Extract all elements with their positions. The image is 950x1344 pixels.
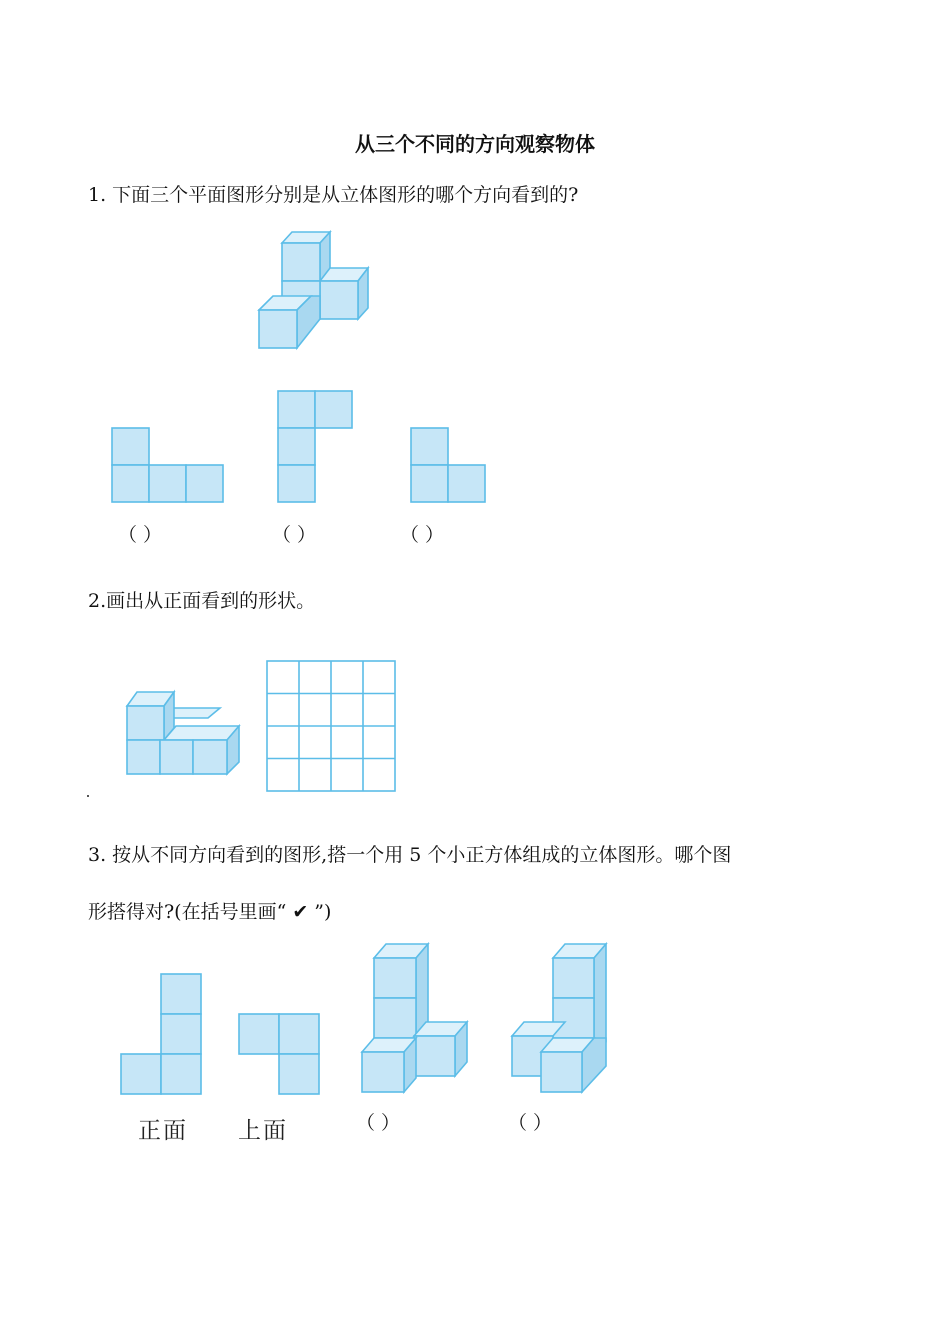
q2-drawing-grid[interactable] bbox=[264, 658, 398, 794]
q1-view-c bbox=[409, 426, 491, 506]
q3-answer-blank-a[interactable]: （ ） bbox=[356, 1112, 401, 1134]
q1-answer-blank-1[interactable]: （ ） bbox=[118, 524, 163, 546]
question-3-text-line-2: 形搭得对?(在括号里画“ ✔ ”) bbox=[88, 901, 332, 923]
q3-top-label: 上面 bbox=[238, 1118, 288, 1144]
q3-top-view bbox=[236, 1010, 324, 1098]
question-2-text: 2.画出从正面看到的形状。 bbox=[88, 590, 316, 612]
question-3-text-line-1: 3. 按从不同方向看到的图形,搭一个用 5 个小正方体组成的立体图形。哪个图 bbox=[88, 844, 732, 866]
q1-solid-figure bbox=[255, 228, 375, 353]
q3-front-label: 正面 bbox=[138, 1118, 188, 1144]
q3-option-b-figure bbox=[508, 938, 611, 1098]
q3-answer-blank-b[interactable]: （ ） bbox=[508, 1112, 553, 1134]
stray-dot bbox=[87, 795, 89, 797]
q3-option-a-figure bbox=[358, 938, 473, 1098]
q3-front-view bbox=[118, 970, 206, 1098]
q1-answer-blank-3[interactable]: （ ） bbox=[400, 524, 445, 546]
q2-solid-figure bbox=[122, 686, 244, 778]
q1-view-b bbox=[276, 389, 358, 506]
q1-answer-blank-2[interactable]: （ ） bbox=[272, 524, 317, 546]
page-title: 从三个不同的方向观察物体 bbox=[355, 132, 595, 156]
q1-view-a bbox=[110, 426, 228, 506]
question-1-text: 1. 下面三个平面图形分别是从立体图形的哪个方向看到的? bbox=[88, 184, 579, 206]
